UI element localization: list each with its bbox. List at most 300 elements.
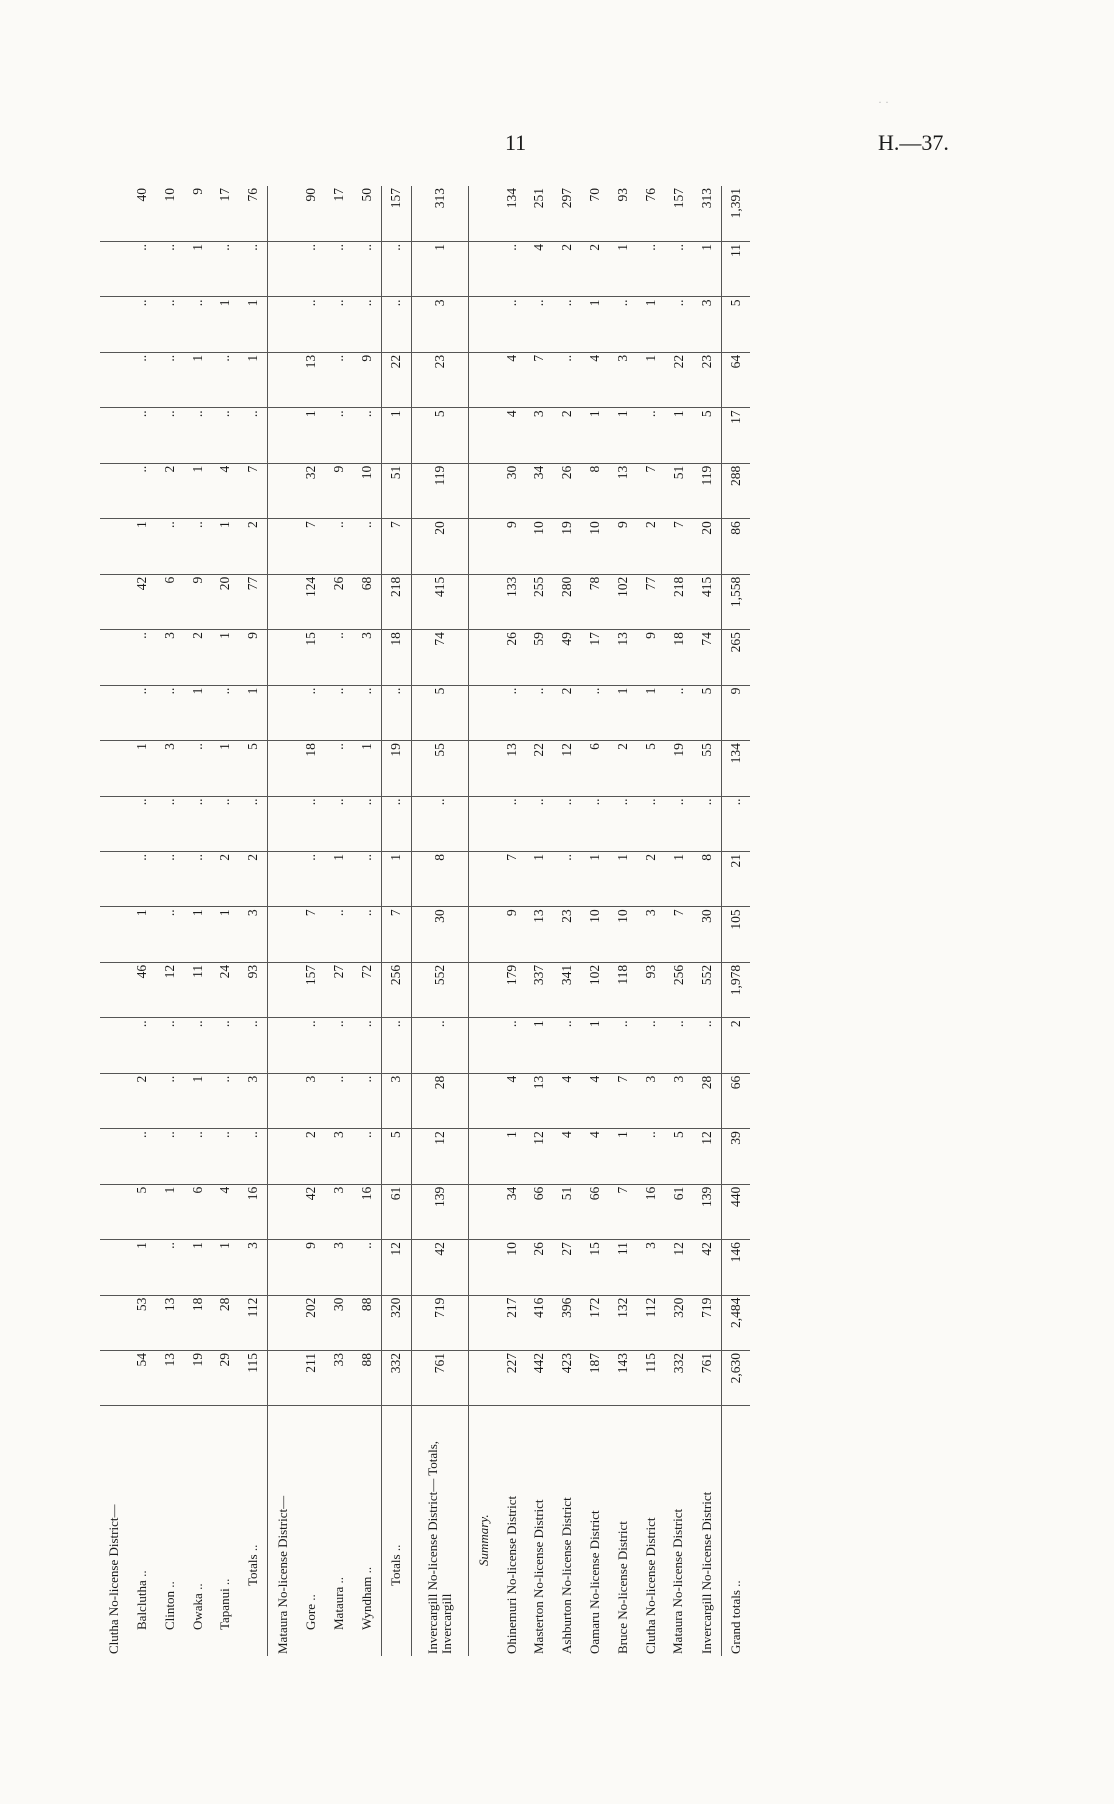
- table-cell: 1: [325, 851, 353, 906]
- table-cell: 19: [381, 741, 411, 796]
- table-cell: ..: [664, 1018, 692, 1073]
- table-cell: [469, 574, 498, 629]
- table-cell: 50: [352, 186, 381, 241]
- table-cell: ..: [128, 1018, 156, 1073]
- table-cell: 6: [581, 741, 609, 796]
- table-cell: ..: [128, 1129, 156, 1184]
- table-cell: ..: [183, 1018, 211, 1073]
- table-cell: 2: [637, 519, 665, 574]
- table-cell: 1: [211, 907, 239, 962]
- table-cell: 5: [664, 1129, 692, 1184]
- table-cell: [100, 574, 128, 629]
- table-cell: 6: [156, 574, 184, 629]
- table-cell: 4: [581, 352, 609, 407]
- table-cell: 12: [411, 1129, 469, 1184]
- table-cell: 11: [721, 241, 750, 296]
- table-cell: 1: [525, 1018, 553, 1073]
- table-cell: ..: [211, 796, 239, 851]
- table-cell: 42: [692, 1240, 721, 1295]
- table-cell: 29: [211, 1351, 239, 1406]
- table-cell: ..: [637, 1129, 665, 1184]
- table-cell: ..: [498, 796, 526, 851]
- row-label: Mataura ..: [325, 1406, 353, 1656]
- table-cell: 5: [692, 408, 721, 463]
- table-cell: 396: [553, 1295, 581, 1350]
- row-label: Bruce No-license District: [609, 1406, 637, 1656]
- table-cell: 1: [239, 685, 268, 740]
- table-cell: 2: [239, 519, 268, 574]
- table-cell: 1: [609, 1129, 637, 1184]
- table-cell: 1,558: [721, 574, 750, 629]
- document-reference: H.—37.: [878, 130, 949, 155]
- table-cell: 157: [381, 186, 411, 241]
- table-cell: ..: [352, 907, 381, 962]
- table-cell: [100, 1240, 128, 1295]
- table-cell: 157: [297, 962, 325, 1017]
- table-cell: 102: [609, 574, 637, 629]
- table-cell: 13: [525, 1073, 553, 1128]
- table-cell: 10: [581, 519, 609, 574]
- table-cell: ..: [128, 796, 156, 851]
- table-cell: ..: [183, 1129, 211, 1184]
- table-cell: 218: [381, 574, 411, 629]
- table-cell: ..: [498, 241, 526, 296]
- table-cell: 4: [211, 1184, 239, 1239]
- table-cell: [268, 352, 297, 407]
- table-cell: ..: [297, 241, 325, 296]
- row-label: Owaka ..: [183, 1406, 211, 1656]
- table-cell: 3: [411, 297, 469, 352]
- table-cell: ..: [156, 907, 184, 962]
- table-cell: 72: [352, 962, 381, 1017]
- table-cell: 18: [183, 1295, 211, 1350]
- table-cell: 13: [297, 352, 325, 407]
- table-cell: 1: [211, 297, 239, 352]
- table-cell: [268, 1073, 297, 1128]
- table-cell: 1: [381, 408, 411, 463]
- table-cell: 16: [239, 1184, 268, 1239]
- table-cell: [100, 685, 128, 740]
- table-cell: 297: [553, 186, 581, 241]
- table-cell: ..: [352, 1018, 381, 1073]
- table-cell: 13: [156, 1351, 184, 1406]
- table-cell: 337: [525, 962, 553, 1017]
- table-cell: 20: [411, 519, 469, 574]
- table-cell: 2: [156, 463, 184, 518]
- table-cell: 4: [581, 1073, 609, 1128]
- page-number: 11: [505, 130, 527, 155]
- table-cell: ..: [664, 297, 692, 352]
- table-cell: ..: [525, 297, 553, 352]
- table-cell: ..: [609, 796, 637, 851]
- table-cell: 1: [211, 1240, 239, 1295]
- table-cell: 15: [297, 630, 325, 685]
- table-cell: 416: [525, 1295, 553, 1350]
- table-cell: ..: [325, 1073, 353, 1128]
- table-cell: 1: [128, 519, 156, 574]
- table-cell: 119: [692, 463, 721, 518]
- table-cell: 157: [664, 186, 692, 241]
- table-cell: [469, 186, 498, 241]
- table-cell: 265: [721, 630, 750, 685]
- table-cell: 2: [239, 851, 268, 906]
- table-cell: 4: [553, 1129, 581, 1184]
- table-cell: 13: [525, 907, 553, 962]
- table-cell: 5: [721, 297, 750, 352]
- table-cell: 115: [637, 1351, 665, 1406]
- table-cell: 1: [411, 241, 469, 296]
- row-label: Clutha No-license District: [637, 1406, 665, 1656]
- table-cell: 4: [498, 1073, 526, 1128]
- table-cell: ..: [325, 297, 353, 352]
- table-cell: 2: [609, 741, 637, 796]
- table-cell: 24: [211, 962, 239, 1017]
- table-cell: 1: [609, 685, 637, 740]
- table-row: [100, 186, 128, 1656]
- table-cell: 1: [609, 851, 637, 906]
- table-cell: [469, 630, 498, 685]
- table-cell: ..: [128, 352, 156, 407]
- table-cell: 1: [637, 685, 665, 740]
- table-cell: 761: [411, 1351, 469, 1406]
- table-cell: ..: [352, 851, 381, 906]
- table-cell: 3: [637, 1073, 665, 1128]
- table-cell: 719: [411, 1295, 469, 1350]
- table-cell: 26: [525, 1240, 553, 1295]
- table-cell: [100, 796, 128, 851]
- table-cell: 13: [609, 630, 637, 685]
- table-cell: ..: [239, 1018, 268, 1073]
- table-cell: ..: [581, 685, 609, 740]
- table-cell: 86: [721, 519, 750, 574]
- table-cell: 30: [692, 907, 721, 962]
- table-cell: 320: [664, 1295, 692, 1350]
- table-cell: 88: [352, 1295, 381, 1350]
- table-cell: [268, 241, 297, 296]
- table-cell: 119: [411, 463, 469, 518]
- table-cell: 202: [297, 1295, 325, 1350]
- table-cell: ..: [156, 685, 184, 740]
- table-cell: 3: [325, 1129, 353, 1184]
- table-cell: 7: [297, 519, 325, 574]
- table-cell: 19: [553, 519, 581, 574]
- table-cell: 7: [381, 519, 411, 574]
- table-cell: 1: [211, 630, 239, 685]
- table-cell: ..: [325, 630, 353, 685]
- table-cell: [469, 851, 498, 906]
- table-cell: 1: [525, 851, 553, 906]
- table-row: [128, 186, 156, 1656]
- table-cell: 21: [721, 851, 750, 906]
- table-cell: ..: [664, 796, 692, 851]
- table-cell: ..: [381, 1018, 411, 1073]
- table-cell: [100, 463, 128, 518]
- table-cell: [268, 463, 297, 518]
- table-row: [381, 186, 411, 1656]
- table-cell: 423: [553, 1351, 581, 1406]
- table-cell: 5: [411, 408, 469, 463]
- table-cell: 9: [721, 685, 750, 740]
- table-cell: 66: [525, 1184, 553, 1239]
- table-cell: 3: [637, 1240, 665, 1295]
- table-cell: [100, 408, 128, 463]
- table-cell: ..: [156, 352, 184, 407]
- table-cell: 1: [609, 241, 637, 296]
- table-cell: [100, 1184, 128, 1239]
- table-cell: ..: [553, 1018, 581, 1073]
- table-cell: ..: [352, 685, 381, 740]
- table-cell: ..: [664, 241, 692, 296]
- table-row: [664, 186, 692, 1656]
- table-cell: [469, 463, 498, 518]
- table-cell: 1: [183, 1240, 211, 1295]
- table-cell: 39: [721, 1129, 750, 1184]
- table-cell: 13: [498, 741, 526, 796]
- table-cell: 134: [721, 741, 750, 796]
- table-cell: 124: [297, 574, 325, 629]
- table-cell: 552: [411, 962, 469, 1017]
- table-row: [498, 186, 526, 1656]
- table-cell: 256: [381, 962, 411, 1017]
- table-cell: 2: [211, 851, 239, 906]
- table-row: [553, 186, 581, 1656]
- table-cell: 10: [352, 463, 381, 518]
- table-cell: 12: [553, 741, 581, 796]
- table-cell: 17: [211, 186, 239, 241]
- table-cell: 1: [664, 851, 692, 906]
- table-row: [721, 186, 750, 1656]
- table-cell: 415: [411, 574, 469, 629]
- table-cell: ..: [156, 1018, 184, 1073]
- table-cell: ..: [128, 297, 156, 352]
- table-cell: 3: [352, 630, 381, 685]
- table-cell: 3: [637, 907, 665, 962]
- table-cell: 10: [581, 907, 609, 962]
- table-cell: 3: [156, 630, 184, 685]
- table-cell: [100, 741, 128, 796]
- table-cell: ..: [498, 297, 526, 352]
- table-row: [183, 186, 211, 1656]
- table-cell: 70: [581, 186, 609, 241]
- table-cell: 218: [664, 574, 692, 629]
- table-cell: 1: [581, 851, 609, 906]
- table-cell: 68: [352, 574, 381, 629]
- table-cell: 6: [183, 1184, 211, 1239]
- row-label: Mataura No-license District—: [268, 1406, 297, 1656]
- table-cell: 1: [183, 463, 211, 518]
- table-cell: [268, 1129, 297, 1184]
- table-cell: ..: [352, 1240, 381, 1295]
- table-cell: 9: [498, 519, 526, 574]
- table-cell: [268, 574, 297, 629]
- table-cell: ..: [183, 796, 211, 851]
- table-cell: 3: [692, 297, 721, 352]
- table-cell: 1: [239, 352, 268, 407]
- table-cell: ..: [352, 796, 381, 851]
- table-cell: 9: [609, 519, 637, 574]
- row-label: Ohinemuri No-license District: [498, 1406, 526, 1656]
- table-cell: 2,484: [721, 1295, 750, 1350]
- table-cell: 719: [692, 1295, 721, 1350]
- table-cell: 27: [553, 1240, 581, 1295]
- table-cell: 55: [411, 741, 469, 796]
- table-cell: ..: [297, 297, 325, 352]
- row-label: Invercargill No-license District: [692, 1406, 721, 1656]
- table-cell: 9: [498, 907, 526, 962]
- table-cell: ..: [156, 297, 184, 352]
- row-label: Balclutha ..: [128, 1406, 156, 1656]
- table-cell: 2: [128, 1073, 156, 1128]
- table-cell: [469, 1295, 498, 1350]
- table-cell: 11: [183, 962, 211, 1017]
- table-cell: ..: [553, 851, 581, 906]
- table-cell: [469, 1018, 498, 1073]
- table-cell: 255: [525, 574, 553, 629]
- table-cell: 7: [664, 907, 692, 962]
- table-cell: 10: [609, 907, 637, 962]
- table-row: [637, 186, 665, 1656]
- table-cell: [100, 851, 128, 906]
- table-cell: ..: [381, 297, 411, 352]
- table-cell: 74: [692, 630, 721, 685]
- table-cell: 146: [721, 1240, 750, 1295]
- table-cell: ..: [297, 851, 325, 906]
- table-cell: 1: [183, 907, 211, 962]
- table-cell: 10: [156, 186, 184, 241]
- table-cell: 15: [581, 1240, 609, 1295]
- table-cell: 9: [183, 574, 211, 629]
- table-cell: [100, 1073, 128, 1128]
- table-cell: 1: [183, 1073, 211, 1128]
- table-cell: 552: [692, 962, 721, 1017]
- table-cell: 30: [411, 907, 469, 962]
- table-cell: [100, 1351, 128, 1406]
- table-cell: 30: [325, 1295, 353, 1350]
- table-cell: 23: [553, 907, 581, 962]
- table-cell: 11: [609, 1240, 637, 1295]
- table-row: [352, 186, 381, 1656]
- table-cell: ..: [352, 241, 381, 296]
- table-cell: ..: [352, 1073, 381, 1128]
- table-cell: ..: [211, 685, 239, 740]
- table-cell: ..: [637, 408, 665, 463]
- table-cell: ..: [637, 796, 665, 851]
- table-cell: [268, 1351, 297, 1406]
- table-cell: ..: [128, 685, 156, 740]
- table-cell: 42: [297, 1184, 325, 1239]
- table-cell: ..: [211, 1018, 239, 1073]
- table-cell: 30: [498, 463, 526, 518]
- table-cell: 5: [381, 1129, 411, 1184]
- table-cell: 42: [411, 1240, 469, 1295]
- table-cell: [100, 962, 128, 1017]
- table-cell: ..: [352, 408, 381, 463]
- table-cell: [268, 519, 297, 574]
- table-cell: 9: [239, 630, 268, 685]
- table-cell: 7: [609, 1073, 637, 1128]
- table-cell: 4: [553, 1073, 581, 1128]
- table-cell: 4: [498, 408, 526, 463]
- table-cell: 1: [183, 241, 211, 296]
- table-cell: ..: [128, 408, 156, 463]
- table-cell: ..: [692, 1018, 721, 1073]
- table-cell: 5: [239, 741, 268, 796]
- table-cell: 1,391: [721, 186, 750, 241]
- table-cell: 66: [581, 1184, 609, 1239]
- table-cell: 77: [239, 574, 268, 629]
- table-cell: 2,630: [721, 1351, 750, 1406]
- row-label: Wyndham ..: [352, 1406, 381, 1656]
- table-cell: 17: [581, 630, 609, 685]
- table-cell: 2: [553, 241, 581, 296]
- table-cell: ..: [211, 241, 239, 296]
- table-cell: [268, 1295, 297, 1350]
- table-cell: 1: [609, 408, 637, 463]
- table-cell: 2: [553, 408, 581, 463]
- table-cell: 49: [553, 630, 581, 685]
- table-row: [297, 186, 325, 1656]
- table-cell: 54: [128, 1351, 156, 1406]
- table-cell: ..: [211, 352, 239, 407]
- table-cell: 76: [239, 186, 268, 241]
- table-cell: [100, 186, 128, 241]
- table-cell: [469, 741, 498, 796]
- table-cell: 1: [581, 297, 609, 352]
- table-cell: 28: [411, 1073, 469, 1128]
- table-cell: ..: [325, 241, 353, 296]
- table-cell: [469, 1240, 498, 1295]
- table-cell: ..: [325, 352, 353, 407]
- table-cell: 26: [325, 574, 353, 629]
- table-cell: ..: [156, 408, 184, 463]
- table-cell: [469, 241, 498, 296]
- table-cell: 9: [325, 463, 353, 518]
- table-cell: [469, 962, 498, 1017]
- table-cell: [268, 741, 297, 796]
- table-cell: ..: [183, 851, 211, 906]
- table-cell: 1: [581, 408, 609, 463]
- table-cell: ..: [525, 796, 553, 851]
- table-row: [581, 186, 609, 1656]
- table-cell: 132: [609, 1295, 637, 1350]
- table-cell: 4: [211, 463, 239, 518]
- table-cell: 3: [325, 1184, 353, 1239]
- table-cell: 1: [692, 241, 721, 296]
- table-cell: ..: [664, 685, 692, 740]
- table-cell: [469, 685, 498, 740]
- table-cell: 18: [297, 741, 325, 796]
- table-cell: [100, 907, 128, 962]
- table-cell: [268, 907, 297, 962]
- table-cell: 211: [297, 1351, 325, 1406]
- table-cell: 1: [128, 1240, 156, 1295]
- table-cell: [100, 1295, 128, 1350]
- table-cell: 7: [525, 352, 553, 407]
- table-cell: [469, 907, 498, 962]
- table-cell: [469, 297, 498, 352]
- table-cell: ..: [128, 851, 156, 906]
- table-cell: 51: [553, 1184, 581, 1239]
- table-cell: 28: [211, 1295, 239, 1350]
- table-cell: 2: [581, 241, 609, 296]
- table-cell: 332: [381, 1351, 411, 1406]
- table-cell: ..: [128, 630, 156, 685]
- table-cell: [268, 796, 297, 851]
- table-cell: 217: [498, 1295, 526, 1350]
- row-label: Tapanui ..: [211, 1406, 239, 1656]
- table-cell: [268, 186, 297, 241]
- table-cell: [469, 796, 498, 851]
